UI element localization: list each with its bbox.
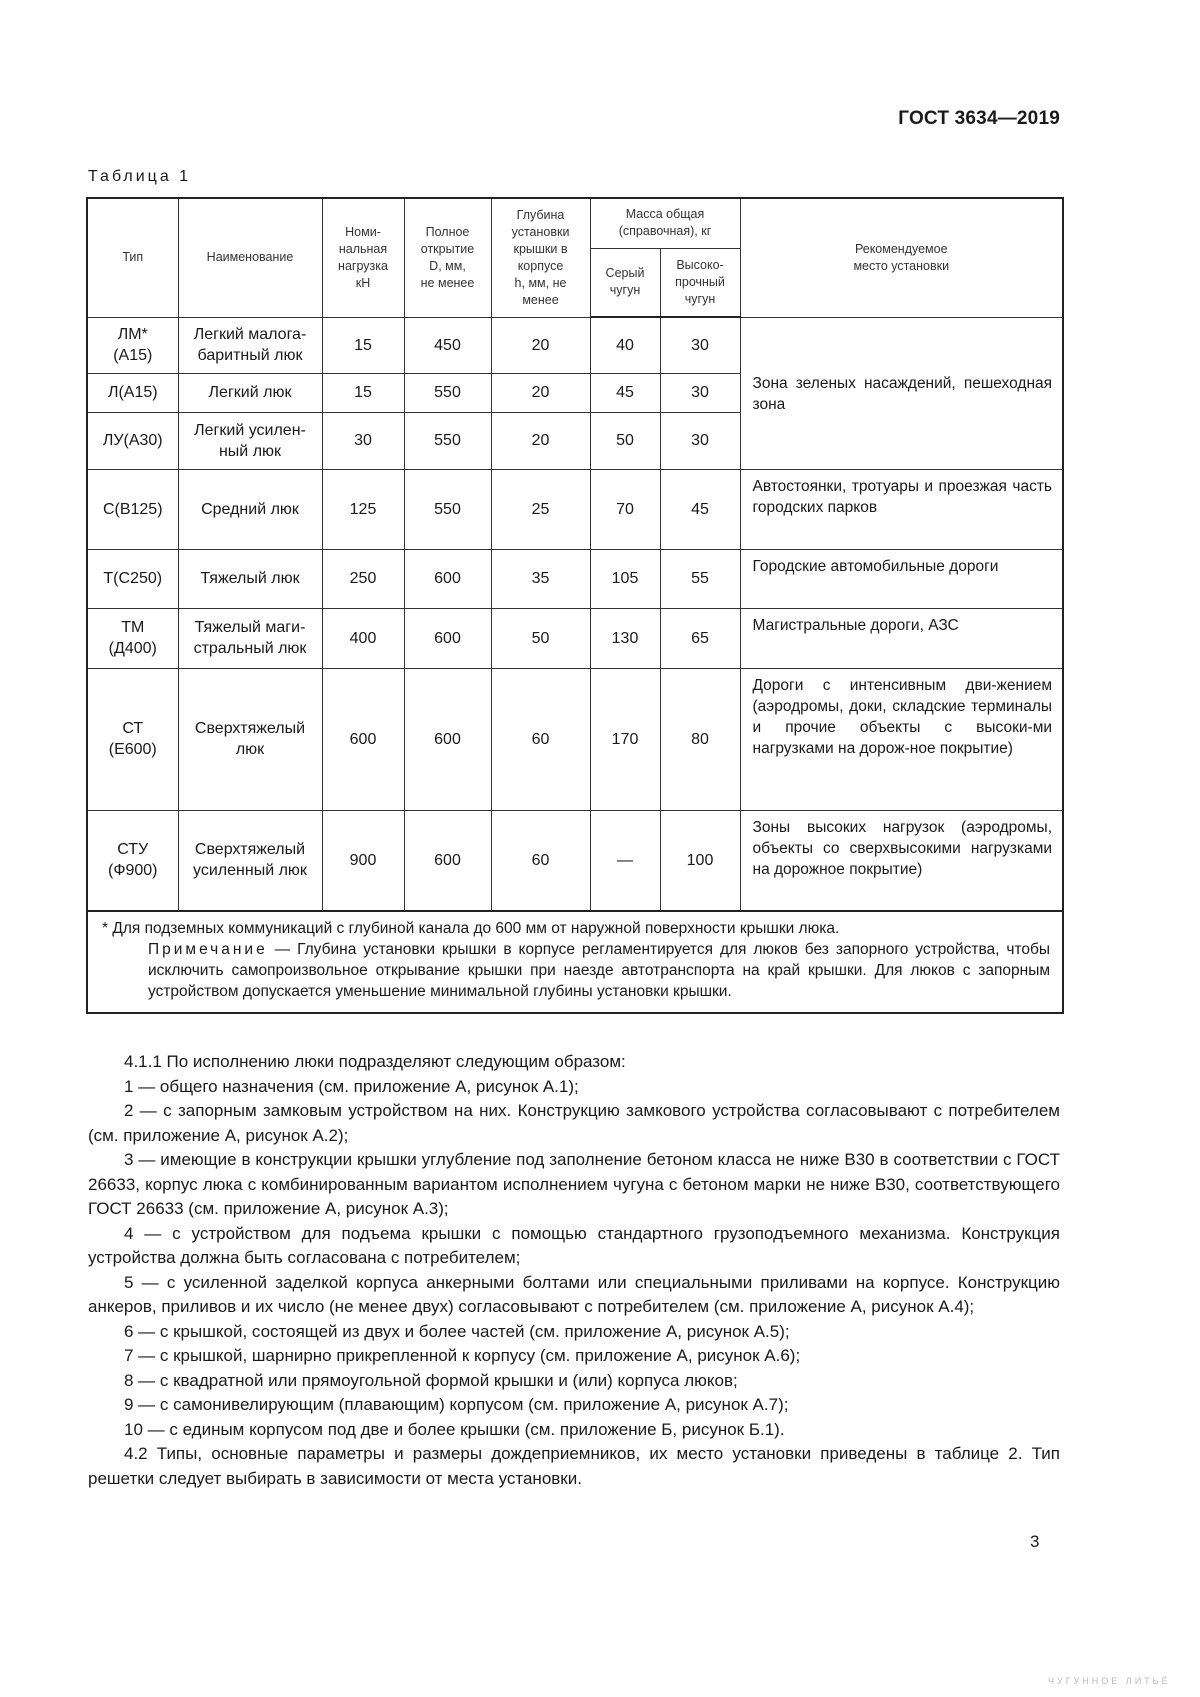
cell-mass-high: 55	[660, 549, 740, 608]
cell-opening: 550	[404, 412, 491, 469]
cell-mass-high: 100	[660, 810, 740, 911]
paragraph: 7 — с крышкой, шарнирно прикрепленной к корпусу (см. приложение А, рисунок А.6);	[124, 1346, 801, 1365]
cell-depth: 50	[491, 608, 590, 668]
cell-load: 400	[322, 608, 404, 668]
paragraph: 8 — с квадратной или прямоугольной формой крышки и (или) корпуса люков;	[124, 1370, 738, 1390]
paragraph: 10 — с единым корпусом под две и более крышки (см. приложение Б, рисунок Б.1).	[124, 1419, 785, 1439]
header-depth: Глубина установки крышки в корпусе h, мм, не менее	[491, 198, 590, 317]
table-container	[86, 197, 1062, 1014]
cell-depth: 20	[491, 373, 590, 412]
cell-place: Зона зеленых насаждений, пешеходная зона	[740, 317, 1063, 469]
cell-depth: 35	[491, 549, 590, 608]
cell-place: Зоны высоких нагрузок (аэродромы, объекты со сверхвысокими нагрузками на дорожное покрытие)	[740, 810, 1063, 911]
table-row	[87, 608, 1063, 668]
cell-mass-gray: 45	[590, 373, 660, 412]
watermark: ЧУГУННОЕ ЛИТЬЁ	[1048, 1676, 1171, 1686]
cell-mass-gray: 130	[590, 608, 660, 668]
cell-type: ЛУ(А30)	[87, 412, 178, 469]
cell-type: С(В125)	[87, 469, 178, 549]
cell-mass-gray: 170	[590, 668, 660, 810]
cell-type: ЛМ* (А15)	[87, 317, 178, 373]
cell-type: ТМ (Д400)	[87, 608, 178, 668]
body-text	[88, 1050, 1060, 1491]
cell-place: Дороги с интенсивным дви-жением (аэродромы, доки, складские терминалы и прочие объекты с высоки-ми нагрузками на дорож-ное покрытие)	[740, 668, 1063, 810]
cell-opening: 450	[404, 317, 491, 373]
note-text: — Глубина установки крышки в корпусе регламентируется для люков без запорного устройства, чтобы исключить самопроизвольное открывание крышки при наезде автотранспорта на край крышки. Для люков с запорным устройством допускается уменьшение минимальной глубины установки крышки.	[148, 941, 1051, 1000]
cell-place: Автостоянки, тротуары и проезжая часть городских парков	[740, 469, 1063, 549]
cell-mass-high: 30	[660, 412, 740, 469]
header-place: Рекомендуемое место установки	[740, 198, 1063, 317]
specifications-table	[86, 197, 1064, 1014]
table-note	[102, 939, 1050, 1002]
cell-mass-high: 80	[660, 668, 740, 810]
cell-load: 600	[322, 668, 404, 810]
cell-place: Городские автомобильные дороги	[740, 549, 1063, 608]
paragraph: 5 — с усиленной заделкой корпуса анкерными болтами или специальными приливами на корпусе. Конструкцию анкеров, приливов и их число (не менее двух) согласовывают с потребителем (см. приложение А, рисунок А.4);	[88, 1272, 1060, 1316]
paragraph: 2 — с запорным замковым устройством на них. Конструкцию замкового устройства согласовывают с потребителем (см. приложение А, рисунок А.2);	[88, 1101, 1060, 1145]
cell-mass-high: 30	[660, 373, 740, 412]
cell-mass-high: 45	[660, 469, 740, 549]
cell-mass-gray: 70	[590, 469, 660, 549]
cell-opening: 600	[404, 608, 491, 668]
cell-load: 30	[322, 412, 404, 469]
cell-name: Легкий усилен- ный люк	[178, 412, 322, 469]
paragraph: 4.2 Типы, основные параметры и размеры дождеприемников, их место установки приведены в таблице 2. Тип решетки следует выбирать в зависимости от места установки.	[88, 1444, 1060, 1488]
paragraph: 3 — имеющие в конструкции крышки углубление под заполнение бетоном класса не ниже В30 в соответствии с ГОСТ 26633, корпус люка с комбинированным вариантом исполнением чугуна с бетоном марки не ниже В30, соответствующего ГОСТ 26633 (см. приложение А, рисунок А.3);	[88, 1150, 1060, 1218]
cell-type: СТУ (Ф900)	[87, 810, 178, 911]
cell-load: 125	[322, 469, 404, 549]
header-type: Тип	[87, 198, 178, 317]
paragraph: 4 — с устройством для подъема крышки с помощью стандартного грузоподъемного механизма. Конструкция устройства должна быть согласована с потребителем;	[88, 1223, 1060, 1267]
table-row	[87, 469, 1063, 549]
cell-load: 15	[322, 317, 404, 373]
cell-name: Легкий малога- баритный люк	[178, 317, 322, 373]
table-row	[87, 549, 1063, 608]
cell-mass-gray: 50	[590, 412, 660, 469]
cell-name: Сверхтяжелый усиленный люк	[178, 810, 322, 911]
header-name: Наименование	[178, 198, 322, 317]
table-caption: Таблица 1	[88, 168, 192, 185]
page-number: 3	[1030, 1532, 1040, 1551]
paragraph: 1 — общего назначения (см. приложение А, рисунок А.1);	[124, 1076, 579, 1096]
cell-name: Тяжелый люк	[178, 549, 322, 608]
header-opening: Полное открытие D, мм, не менее	[404, 198, 491, 317]
cell-mass-gray: —	[590, 810, 660, 911]
cell-mass-high: 30	[660, 317, 740, 373]
cell-opening: 600	[404, 668, 491, 810]
table-row	[87, 668, 1063, 810]
cell-name: Средний люк	[178, 469, 322, 549]
cell-opening: 550	[404, 373, 491, 412]
cell-name: Сверхтяжелый люк	[178, 668, 322, 810]
header-mass-high: Высоко- прочный чугун	[660, 248, 740, 317]
header-mass-group: Масса общая (справочная), кг	[590, 198, 740, 248]
cell-load: 15	[322, 373, 404, 412]
table-row	[87, 317, 1063, 373]
paragraph: 4.1.1 По исполнению люки подразделяют следующим образом:	[124, 1052, 626, 1071]
cell-depth: 60	[491, 668, 590, 810]
table-footnote: * Для подземных коммуникаций с глубиной канала до 600 мм от наружной поверхности крышки люка.	[102, 920, 840, 937]
cell-depth: 25	[491, 469, 590, 549]
standard-code: ГОСТ 3634—2019	[898, 108, 1060, 129]
table-notes-row	[87, 911, 1063, 1013]
cell-depth: 60	[491, 810, 590, 911]
cell-name: Легкий люк	[178, 373, 322, 412]
cell-type: СТ (Е600)	[87, 668, 178, 810]
cell-mass-high: 65	[660, 608, 740, 668]
cell-place: Магистральные дороги, АЗС	[740, 608, 1063, 668]
cell-mass-gray: 105	[590, 549, 660, 608]
cell-opening: 550	[404, 469, 491, 549]
header-load: Номи- нальная нагрузка кН	[322, 198, 404, 317]
cell-depth: 20	[491, 317, 590, 373]
cell-type: Т(С250)	[87, 549, 178, 608]
cell-type: Л(А15)	[87, 373, 178, 412]
table-row	[87, 810, 1063, 911]
table-notes	[87, 911, 1063, 1013]
header-mass-gray: Серый чугун	[590, 248, 660, 317]
cell-opening: 600	[404, 810, 491, 911]
cell-mass-gray: 40	[590, 317, 660, 373]
cell-load: 900	[322, 810, 404, 911]
cell-depth: 20	[491, 412, 590, 469]
note-lead: Примечание	[148, 941, 268, 958]
cell-load: 250	[322, 549, 404, 608]
cell-name: Тяжелый маги- стральный люк	[178, 608, 322, 668]
paragraph: 9 — с самонивелирующим (плавающим) корпусом (см. приложение А, рисунок А.7);	[124, 1395, 789, 1414]
cell-opening: 600	[404, 549, 491, 608]
paragraph: 6 — с крышкой, состоящей из двух и более частей (см. приложение А, рисунок А.5);	[124, 1321, 790, 1341]
